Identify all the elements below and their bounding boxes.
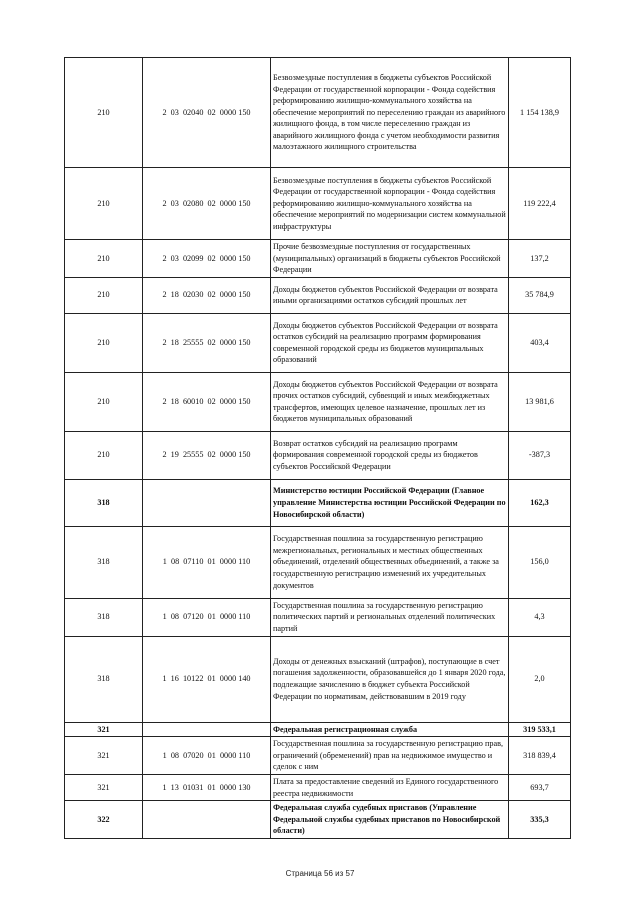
amount-cell: 13 981,6: [509, 372, 571, 431]
table-row: [65, 168, 571, 240]
amount-cell: 1 154 138,9: [509, 58, 571, 168]
admin-code-cell: 318: [65, 526, 143, 598]
income-name-cell: Доходы бюджетов субъектов Российской Федерации от возврата остатков субсидий на реализацию программ формирования современной городской среды из бюджетов муниципальных образований: [271, 313, 509, 372]
table-row-header: [65, 722, 571, 737]
amount-cell: 137,2: [509, 240, 571, 278]
income-name-cell: Доходы от денежных взысканий (штрафов), поступающие в счет погашения задолженности, образовавшейся до 1 января 2020 года, подлежащие зачислению в бюджет субъекта Российской Федерации по нормативам, действовавшим в 2019 году: [271, 636, 509, 722]
admin-code-cell: 318: [65, 598, 143, 636]
page-footer: Страница 56 из 57: [285, 869, 355, 878]
budget-code-cell: 1 08 07110 01 0000 110: [143, 526, 271, 598]
amount-cell: 693,7: [509, 774, 571, 800]
admin-code-cell: 210: [65, 277, 143, 313]
income-name-cell: Безвозмездные поступления в бюджеты субъектов Российской Федерации от государственной корпорации - Фонда содействия реформированию жилищно-коммунального хозяйства на обеспечение мероприятий по переселению граждан из аварийного жилищного фонда, в том числе переселению граждан из аварийного жилищного фонда с учетом необходимости развития малоэтажного жилищного строительства: [271, 58, 509, 168]
table-row: [65, 240, 571, 278]
budget-code-cell: 2 18 25555 02 0000 150: [143, 313, 271, 372]
income-name-cell: Плата за предоставление сведений из Единого государственного реестра недвижимости: [271, 774, 509, 800]
table-row: [65, 526, 571, 598]
admin-code-cell: 321: [65, 737, 143, 775]
admin-code-cell: 210: [65, 168, 143, 240]
amount-cell: 35 784,9: [509, 277, 571, 313]
table-row: [65, 737, 571, 775]
amount-cell: 156,0: [509, 526, 571, 598]
admin-code-cell: 322: [65, 801, 143, 839]
amount-cell: 319 533,1: [509, 722, 571, 737]
admin-code-cell: 321: [65, 722, 143, 737]
income-name-cell: Государственная пошлина за государственную регистрацию политических партий и региональных отделений политических партий: [271, 598, 509, 636]
income-name-cell: Прочие безвозмездные поступления от государственных (муниципальных) организаций в бюджеты субъектов Российской Федерации: [271, 240, 509, 278]
table-row: [65, 636, 571, 722]
amount-cell: 119 222,4: [509, 168, 571, 240]
amount-cell: 335,3: [509, 801, 571, 839]
amount-cell: 318 839,4: [509, 737, 571, 775]
income-name-cell: Государственная пошлина за государственную регистрацию прав, ограничений (обременений) прав на недвижимое имущество и сделок с ним: [271, 737, 509, 775]
table-row: [65, 598, 571, 636]
admin-code-cell: 210: [65, 58, 143, 168]
budget-code-cell: 2 03 02080 02 0000 150: [143, 168, 271, 240]
admin-code-cell: 318: [65, 479, 143, 526]
budget-code-cell: 2 18 02030 02 0000 150: [143, 277, 271, 313]
admin-code-cell: 210: [65, 240, 143, 278]
budget-code-cell: 1 08 07020 01 0000 110: [143, 737, 271, 775]
admin-code-cell: 210: [65, 313, 143, 372]
budget-code-cell: 1 16 10122 01 0000 140: [143, 636, 271, 722]
budget-code-cell: 2 03 02099 02 0000 150: [143, 240, 271, 278]
income-name-cell: Министерство юстиции Российской Федерации (Главное управление Министерства юстиции Российской Федерации по Новосибирской области): [271, 479, 509, 526]
budget-code-cell: [143, 801, 271, 839]
budget-table-body: [65, 58, 571, 839]
budget-code-cell: 2 18 60010 02 0000 150: [143, 372, 271, 431]
income-name-cell: Федеральная служба судебных приставов (Управление Федеральной службы судебных приставов по Новосибирской области): [271, 801, 509, 839]
budget-code-cell: 2 03 02040 02 0000 150: [143, 58, 271, 168]
budget-code-cell: 2 19 25555 02 0000 150: [143, 431, 271, 479]
amount-cell: 4,3: [509, 598, 571, 636]
admin-code-cell: 318: [65, 636, 143, 722]
budget-code-cell: [143, 479, 271, 526]
income-name-cell: Возврат остатков субсидий на реализацию программ формирования современной городской среды из бюджетов субъектов Российской Федерации: [271, 431, 509, 479]
table-row: [65, 58, 571, 168]
admin-code-cell: 210: [65, 372, 143, 431]
budget-code-cell: 1 08 07120 01 0000 110: [143, 598, 271, 636]
budget-code-cell: 1 13 01031 01 0000 130: [143, 774, 271, 800]
income-name-cell: Доходы бюджетов субъектов Российской Федерации от возврата иными организациями остатков субсидий прошлых лет: [271, 277, 509, 313]
table-row-header: [65, 801, 571, 839]
income-name-cell: Безвозмездные поступления в бюджеты субъектов Российской Федерации от государственной корпорации - Фонда содействия реформированию жилищно-коммунального хозяйства на обеспечение мероприятий по модернизации систем коммунальной инфраструктуры: [271, 168, 509, 240]
amount-cell: -387,3: [509, 431, 571, 479]
budget-table: [64, 57, 571, 839]
table-row: [65, 372, 571, 431]
admin-code-cell: 321: [65, 774, 143, 800]
amount-cell: 403,4: [509, 313, 571, 372]
amount-cell: 162,3: [509, 479, 571, 526]
income-name-cell: Государственная пошлина за государственную регистрацию межрегиональных, региональных и местных общественных объединений, отделений общественных объединений, а также за государственную регистрацию изменений их учредительных документов: [271, 526, 509, 598]
income-name-cell: Федеральная регистрационная служба: [271, 722, 509, 737]
table-row: [65, 774, 571, 800]
table-row: [65, 313, 571, 372]
admin-code-cell: 210: [65, 431, 143, 479]
budget-code-cell: [143, 722, 271, 737]
amount-cell: 2,0: [509, 636, 571, 722]
table-row-header: [65, 479, 571, 526]
income-name-cell: Доходы бюджетов субъектов Российской Федерации от возврата прочих остатков субсидий, субвенций и иных межбюджетных трансфертов, имеющих целевое назначение, прошлых лет из бюджетов муниципальных образований: [271, 372, 509, 431]
table-row: [65, 431, 571, 479]
table-row: [65, 277, 571, 313]
